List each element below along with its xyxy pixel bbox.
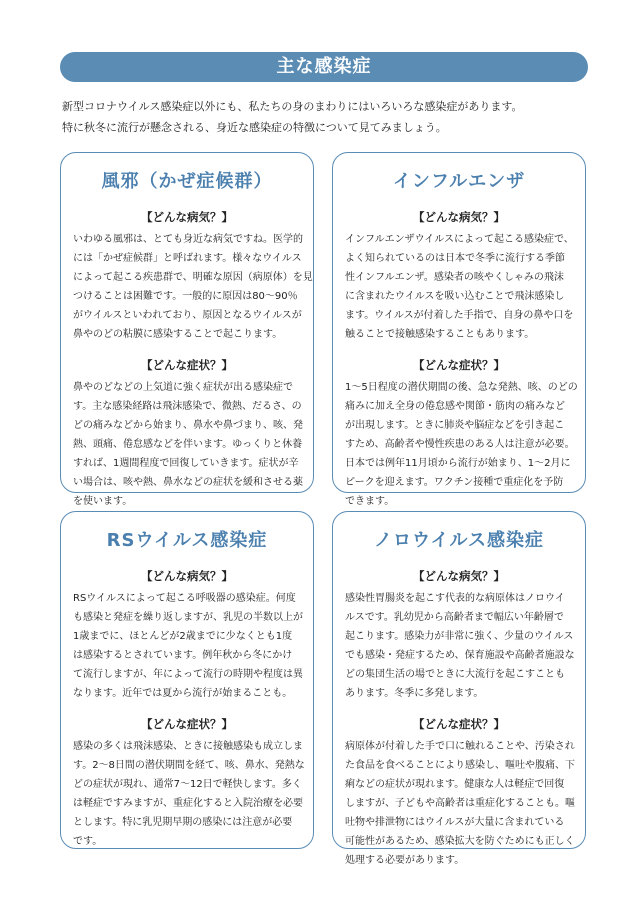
section-heading-symptoms: 【どんな症状？】 — [413, 358, 505, 372]
section-body — [345, 378, 578, 511]
body-line: 性インフルエンザ。感染者の咳やくしゃみの飛沫 — [345, 272, 564, 283]
body-line: には「かぜ症候群」と呼ばれます。様々なウイルス — [73, 253, 302, 264]
body-line: ます。ウイルスが付着した手指で、自身の鼻や口を — [345, 310, 574, 321]
body-line: も感染と発症を繰り返しますが、乳児の半数以上が — [73, 612, 303, 623]
section-heading-disease: 【どんな病気？】 — [141, 210, 233, 224]
page-title-banner: 主な感染症 — [60, 52, 588, 82]
body-line: 日本では例年11月頃から流行が始まり、1〜2月に — [345, 458, 571, 469]
body-line: 処理する必要があります。 — [345, 855, 465, 866]
body-line: 1〜5日程度の潜伏期間の後、急な発熱、咳、のどの — [345, 382, 578, 393]
body-line: なります。近年では夏から流行が始まることも。 — [73, 688, 293, 699]
section-heading-symptoms: 【どんな症状？】 — [413, 717, 505, 731]
body-line: です。 — [73, 836, 103, 847]
body-line: が出現します。ときに肺炎や脳症などを引き起こ — [345, 420, 565, 431]
body-line: がウイルスといわれており、原因となるウイルスが — [73, 310, 302, 321]
body-line: すため、高齢者や慢性疾患のある人は注意が必要。 — [345, 439, 575, 450]
body-line: すれば、1週間程度で回復していきます。症状が辛 — [73, 458, 299, 469]
section-body — [345, 737, 573, 870]
body-line: す。2〜8日間の潜伏期間を経て、咳、鼻水、発熱な — [73, 760, 305, 771]
body-line: 感染の多くは飛沫感染、ときに接触感染も成立しま — [73, 741, 303, 752]
body-line: 吐物や排泄物にはウイルスが大量に含まれている — [345, 817, 565, 828]
section-heading-disease: 【どんな病気？】 — [413, 569, 505, 583]
body-line: 鼻やのどの粘膜に感染することで起こります。 — [73, 329, 283, 340]
card-influenza — [332, 152, 586, 507]
section-heading-disease: 【どんな病気？】 — [413, 210, 505, 224]
body-line: によって起こる疾患群で、明確な原因（病原体）を見 — [73, 272, 313, 283]
body-line: 熱、頭痛、倦怠感などを伴います。ゆっくりと休養 — [73, 439, 303, 450]
body-line: 1歳までに、ほとんどが2歳までに少なくとも1度 — [73, 631, 293, 642]
body-line: 可能性があるため、感染拡大を防ぐためにも正しく — [345, 836, 575, 847]
body-line: いわゆる風邪は、とても身近な病気ですね。医学的 — [73, 234, 303, 245]
intro-line: 特に秋冬に流行が懸念される、身近な感染症の特徴について見てみましょう。 — [62, 121, 447, 134]
body-line: 触ることで接触感染することもあります。 — [345, 329, 535, 340]
intro-line: 新型コロナウイルス感染症以外にも、私たちの身のまわりにはいろいろな感染症があります。 — [62, 100, 523, 113]
body-line: どの症状が現れ、通常7〜12日で軽快します。多く — [73, 779, 302, 790]
body-line: た食品を食べることにより感染し、嘔吐や腹痛、下 — [345, 760, 575, 771]
section-body — [73, 378, 301, 511]
body-line: RSウイルスによって起こる呼吸器の感染症。何度 — [73, 593, 296, 604]
body-line: 痢などの症状が現れます。健康な人は軽症で回復 — [345, 779, 565, 790]
card-title: RSウイルス感染症 — [106, 530, 268, 551]
body-line: 鼻やのどなどの上気道に強く症状が出る感染症で — [73, 382, 293, 393]
body-line: でも感染・発症するため、保育施設や高齢者施設な — [345, 650, 575, 661]
section-body — [345, 230, 573, 344]
card-title: インフルエンザ — [392, 171, 526, 192]
body-line: は感染するとされています。例年秋から冬にかけ — [73, 650, 293, 661]
body-line: つけることは困難です。一般的に原因は80〜90％ — [73, 291, 298, 302]
body-line: 病原体が付着した手で口に触れることや、汚染され — [345, 741, 575, 752]
body-line: ルスです。乳幼児から高齢者まで幅広い年齢層で — [345, 612, 564, 623]
section-body — [73, 230, 313, 344]
section-heading-symptoms: 【どんな症状？】 — [141, 358, 233, 372]
body-line: 痛みに加え全身の倦怠感や関節・筋肉の痛みなど — [345, 401, 565, 412]
body-line: に含まれたウイルスを吸い込むことで飛沫感染し — [345, 291, 565, 302]
section-heading-disease: 【どんな病気？】 — [141, 569, 233, 583]
body-line: を使います。 — [73, 496, 133, 507]
card-rs-virus — [60, 511, 314, 849]
body-line: インフルエンザウイルスによって起こる感染症で、 — [345, 234, 574, 245]
body-line: て流行しますが、年によって流行の時期や程度は異 — [73, 669, 303, 680]
body-line: よく知られているのは日本で冬季に流行する季節 — [345, 253, 565, 264]
section-heading-symptoms: 【どんな症状？】 — [141, 717, 233, 731]
card-norovirus — [332, 511, 586, 866]
card-common-cold — [60, 152, 314, 507]
section-body — [345, 589, 573, 703]
section-body — [73, 589, 301, 703]
body-line: い場合は、咳や熱、鼻水などの症状を緩和させる薬 — [73, 477, 303, 488]
card-title: 風邪（かぜ症候群） — [101, 171, 273, 192]
body-line: 起こります。感染力が非常に強く、少量のウイルス — [345, 631, 574, 642]
body-line: どの集団生活の場でときに大流行を起こすことも — [345, 669, 565, 680]
body-line: できます。 — [345, 496, 395, 507]
intro-text — [62, 96, 592, 138]
body-line: しますが、子どもや高齢者は重症化することも。嘔 — [345, 798, 575, 809]
section-body — [73, 737, 305, 851]
body-line: は軽症ですみますが、重症化すると入院治療を必要 — [73, 798, 303, 809]
card-title: ノロウイルス感染症 — [374, 530, 544, 551]
body-line: ピークを迎えます。ワクチン接種で重症化を予防 — [345, 477, 564, 488]
body-line: す。主な感染経路は飛沫感染で、微熱、だるさ、の — [73, 401, 302, 412]
body-line: 感染性胃腸炎を起こす代表的な病原体はノロウイ — [345, 593, 565, 604]
body-line: あります。冬季に多発します。 — [345, 688, 484, 699]
body-line: どの痛みなどから始まり、鼻水や鼻づまり、咳、発 — [73, 420, 303, 431]
body-line: とします。特に乳児期早期の感染には注意が必要 — [73, 817, 293, 828]
